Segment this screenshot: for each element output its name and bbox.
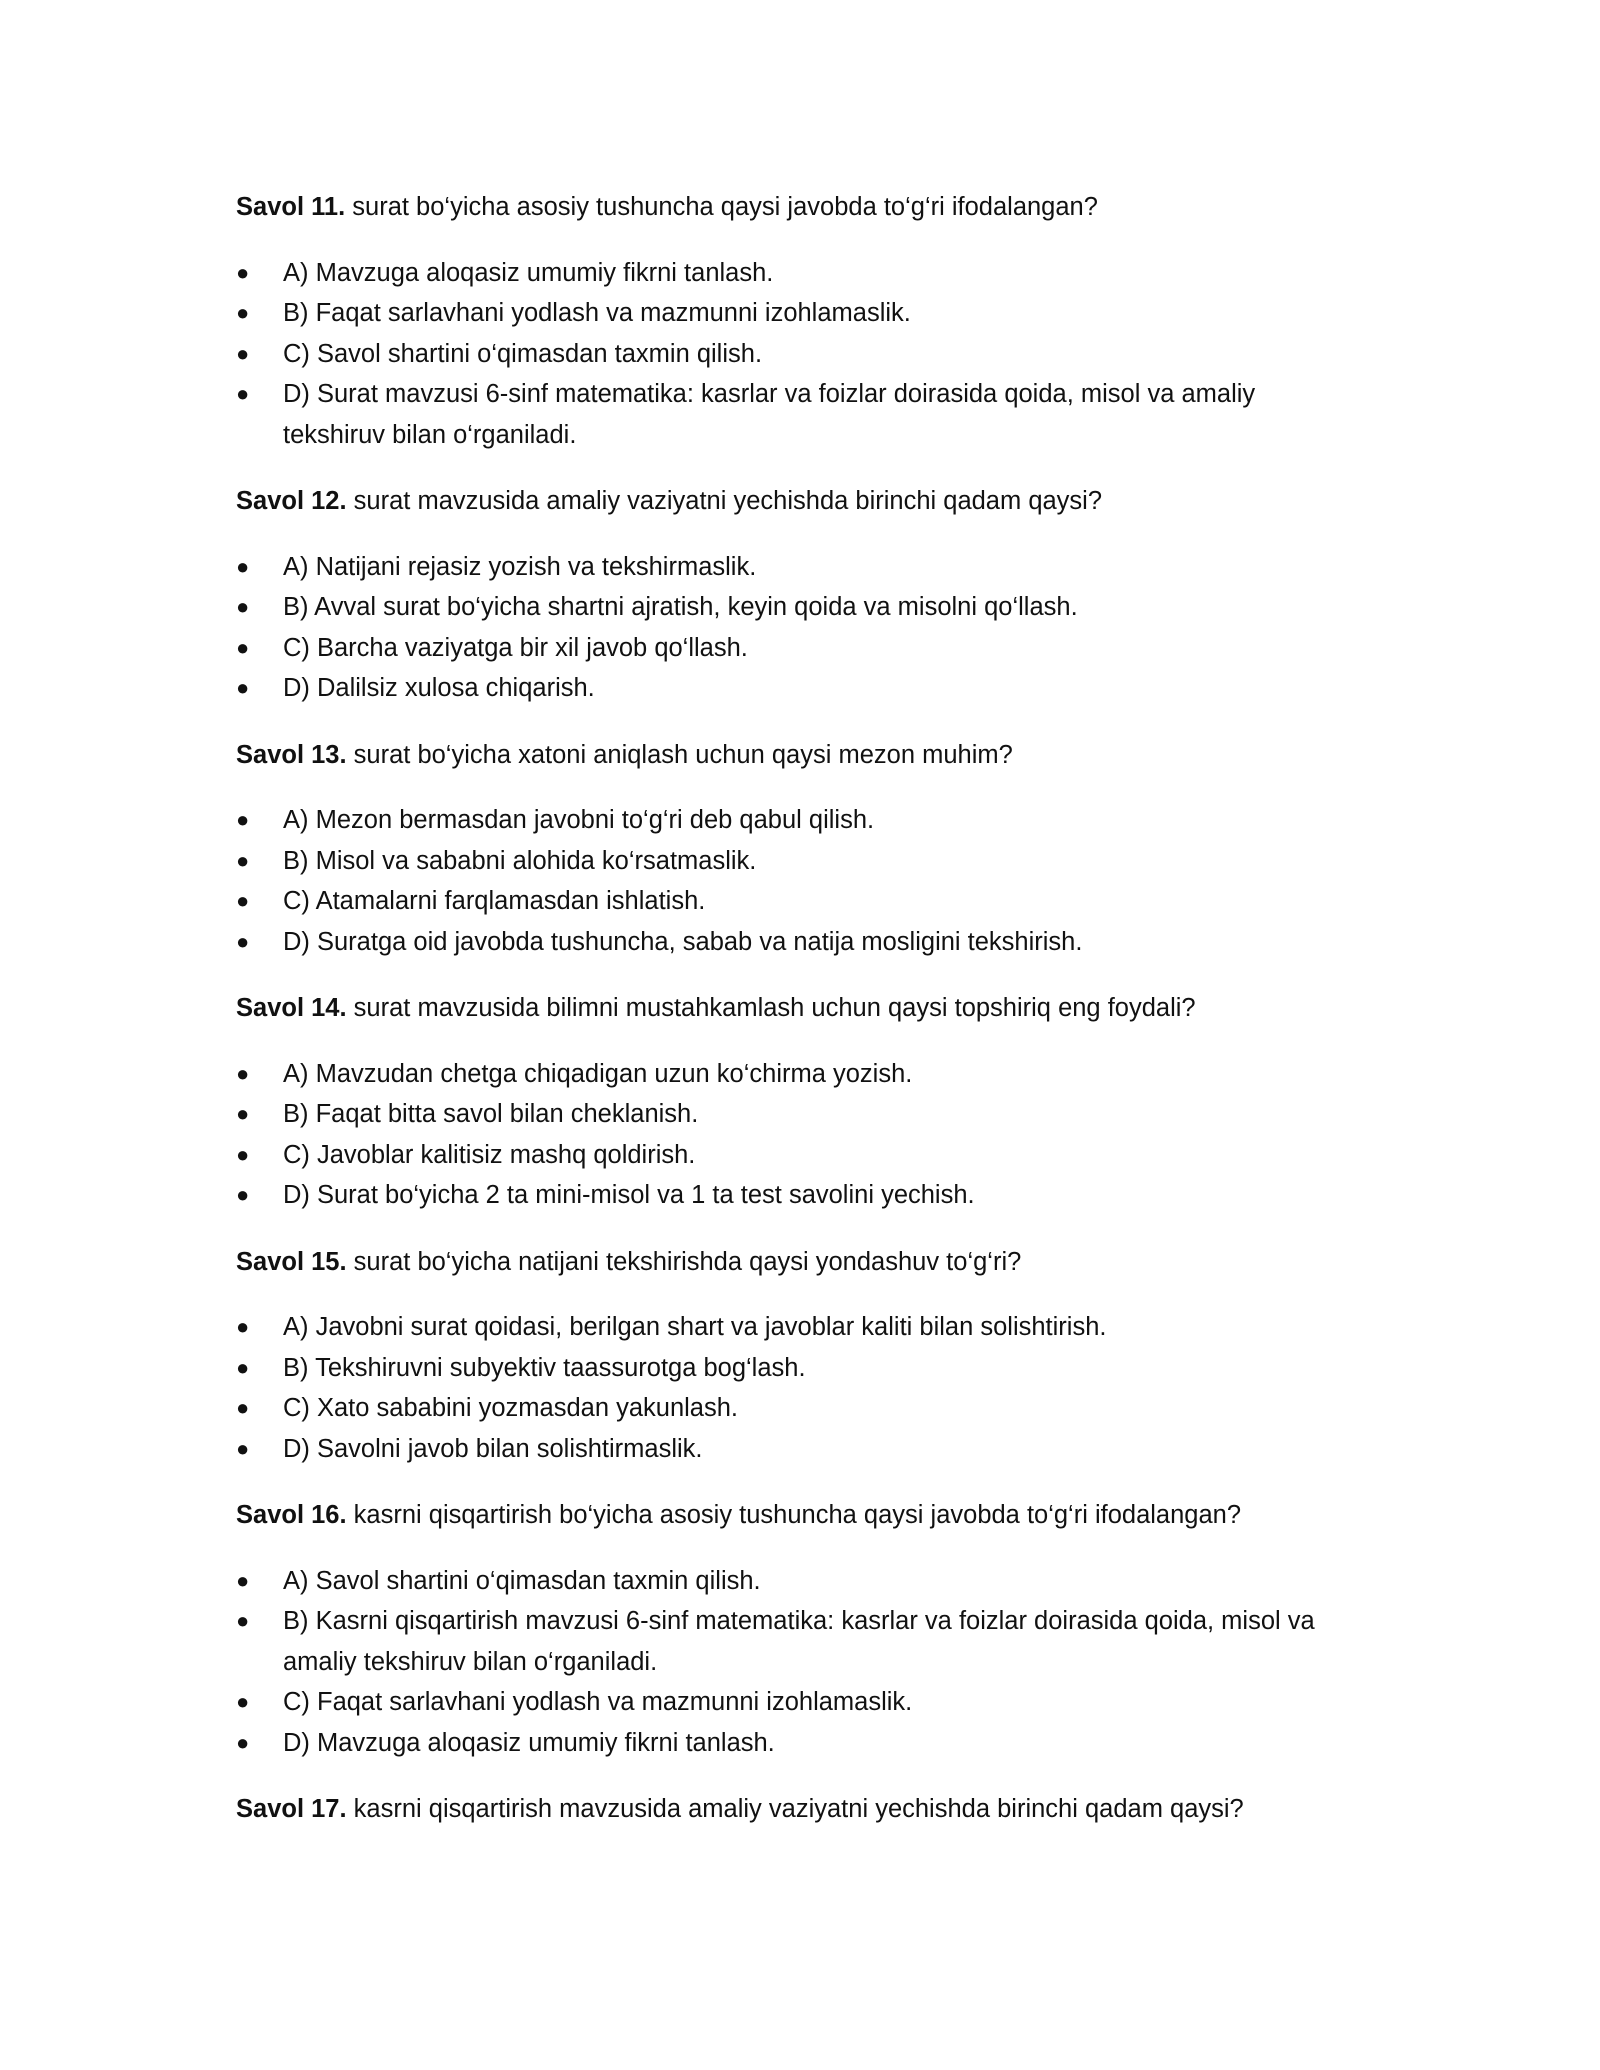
bullet-icon: ● (236, 594, 250, 619)
answer-option (236, 841, 1356, 882)
answer-option-text: B) Kasrni qisqartirish mavzusi 6-sinf matematika: kasrlar va foizlar doirasida qoida, misol va amaliy tekshiruv bilan o‘rganiladi. (283, 1607, 1315, 1676)
question-number: Savol 17. (236, 1795, 347, 1823)
bullet-icon: ● (236, 1689, 250, 1714)
bullet-icon: ● (236, 888, 250, 913)
bullet-icon: ● (236, 1354, 250, 1380)
answer-option-text: B) Faqat bitta savol bilan cheklanish. (283, 1100, 699, 1128)
question-text: surat bo‘yicha natijani tekshirishda qaysi yondashuv to‘g‘ri? (353, 1247, 1022, 1276)
answer-option-text: A) Savol shartini o‘qimasdan taxmin qilish. (283, 1566, 761, 1595)
answer-option-text: B) Avval surat bo‘yicha shartni ajratish, keyin qoida va misolni qo‘llash. (283, 593, 1078, 621)
answer-option-text: D) Mavzuga aloqasiz umumiy fikrni tanlash. (283, 1728, 775, 1757)
bullet-icon: ● (236, 1101, 250, 1126)
answer-option (236, 1388, 1356, 1429)
question-text: surat bo‘yicha asosiy tushuncha qaysi javobda to‘g‘ri ifodalangan? (352, 193, 1098, 221)
answer-option (236, 668, 1356, 709)
answer-option-text: C) Atamalarni farqlamasdan ishlatish. (283, 887, 706, 915)
answer-options-list (236, 800, 1356, 962)
answer-option (236, 1175, 1356, 1216)
answer-option (236, 922, 1356, 963)
question-heading (236, 1495, 1356, 1536)
bullet-icon: ● (236, 1608, 250, 1633)
question-block (236, 735, 1356, 963)
bullet-icon: ● (236, 928, 250, 954)
bullet-icon: ● (236, 634, 250, 660)
question-number: Savol 15. (236, 1247, 347, 1276)
answer-option-text: D) Surat bo‘yicha 2 ta mini-misol va 1 ta test savolini yechish. (283, 1181, 975, 1209)
question-block (236, 988, 1356, 1216)
question-heading (236, 481, 1356, 522)
answer-option-text: B) Tekshiruvni subyektiv taassurotga bog‘lash. (283, 1353, 806, 1382)
answer-option-text: C) Xato sababini yozmasdan yakunlash. (283, 1394, 739, 1422)
answer-option-text: C) Barcha vaziyatga bir xil javob qo‘llash. (283, 633, 748, 662)
answer-options-list (236, 1054, 1356, 1216)
bullet-icon: ● (236, 553, 250, 579)
bullet-icon: ● (236, 1729, 250, 1755)
answer-option (236, 1561, 1356, 1602)
bullet-icon: ● (236, 1314, 250, 1339)
answer-option-text: A) Javobni surat qoidasi, berilgan shart va javoblar kaliti bilan solishtirish. (283, 1313, 1107, 1341)
answer-option-text: C) Faqat sarlavhani yodlash va mazmunni izohlamaslik. (283, 1688, 913, 1716)
answer-option (236, 1307, 1356, 1348)
answer-option (236, 1429, 1356, 1470)
bullet-icon: ● (236, 1567, 250, 1593)
answer-option (236, 334, 1356, 375)
bullet-icon: ● (236, 1060, 250, 1086)
answer-option (236, 253, 1356, 294)
answer-option (236, 374, 1356, 455)
question-text: kasrni qisqartirish mavzusida amaliy vaziyatni yechishda birinchi qadam qaysi? (353, 1795, 1244, 1823)
question-number: Savol 11. (236, 193, 346, 221)
answer-option (236, 1094, 1356, 1135)
question-heading (236, 1789, 1356, 1830)
answer-options-list (236, 253, 1356, 456)
answer-option (236, 547, 1356, 588)
answer-option (236, 587, 1356, 628)
question-block (236, 1789, 1356, 1830)
bullet-icon: ● (236, 1141, 250, 1167)
answer-option-text: C) Javoblar kalitisiz mashq qoldirish. (283, 1140, 696, 1169)
question-text: surat bo‘yicha xatoni aniqlash uchun qaysi mezon muhim? (353, 740, 1013, 769)
answer-options-list (236, 547, 1356, 709)
answer-option-text: D) Surat mavzusi 6-sinf matematika: kasrlar va foizlar doirasida qoida, misol va amaliy tekshiruv bilan o‘rganiladi. (283, 380, 1256, 449)
answer-option-text: D) Savolni javob bilan solishtirmaslik. (283, 1434, 703, 1463)
answer-option-text: D) Dalilsiz xulosa chiqarish. (283, 674, 595, 702)
answer-option (236, 1723, 1356, 1764)
answer-option (236, 1135, 1356, 1176)
answer-option (236, 1348, 1356, 1389)
answer-option (236, 1682, 1356, 1723)
question-text: surat mavzusida bilimni mustahkamlash uchun qaysi topshiriq eng foydali? (353, 994, 1196, 1022)
question-number: Savol 16. (236, 1501, 347, 1529)
answer-option-text: B) Faqat sarlavhani yodlash va mazmunni izohlamaslik. (283, 299, 911, 327)
question-text: surat mavzusida amaliy vaziyatni yechishda birinchi qadam qaysi? (353, 487, 1103, 515)
question-heading (236, 1242, 1356, 1283)
answer-option (236, 881, 1356, 922)
question-block (236, 187, 1356, 455)
bullet-icon: ● (236, 340, 250, 366)
question-block (236, 1495, 1356, 1763)
question-heading (236, 988, 1356, 1029)
bullet-icon: ● (236, 1182, 250, 1207)
answer-option (236, 1601, 1356, 1682)
bullet-icon: ● (236, 259, 250, 285)
answer-option (236, 800, 1356, 841)
question-block (236, 1242, 1356, 1470)
answer-options-list (236, 1307, 1356, 1469)
question-number: Savol 12. (236, 487, 347, 515)
question-number: Savol 14. (236, 994, 347, 1022)
answer-option (236, 628, 1356, 669)
question-heading (236, 187, 1356, 228)
answer-option-text: A) Mavzudan chetga chiqadigan uzun ko‘chirma yozish. (283, 1059, 913, 1088)
answer-option-text: A) Mezon bermasdan javobni to‘g‘ri deb qabul qilish. (283, 806, 875, 834)
bullet-icon: ● (236, 1395, 250, 1420)
answer-option-text: D) Suratga oid javobda tushuncha, sabab va natija mosligini tekshirish. (283, 927, 1083, 956)
bullet-icon: ● (236, 847, 250, 873)
question-heading (236, 735, 1356, 776)
answer-option-text: C) Savol shartini o‘qimasdan taxmin qilish. (283, 339, 763, 368)
question-block (236, 481, 1356, 709)
question-number: Savol 13. (236, 740, 347, 769)
bullet-icon: ● (236, 675, 250, 700)
answer-option-text: A) Natijani rejasiz yozish va tekshirmaslik. (283, 552, 757, 581)
answer-option (236, 293, 1356, 334)
question-text: kasrni qisqartirish bo‘yicha asosiy tushuncha qaysi javobda to‘g‘ri ifodalangan? (353, 1501, 1242, 1529)
bullet-icon: ● (236, 1435, 250, 1461)
answer-options-list (236, 1561, 1356, 1764)
question-list (236, 187, 1356, 1856)
answer-option-text: B) Misol va sababni alohida ko‘rsatmaslik. (283, 846, 757, 875)
answer-option (236, 1054, 1356, 1095)
bullet-icon: ● (236, 381, 250, 406)
bullet-icon: ● (236, 300, 250, 325)
answer-option-text: A) Mavzuga aloqasiz umumiy fikrni tanlash. (283, 258, 774, 287)
bullet-icon: ● (236, 807, 250, 832)
